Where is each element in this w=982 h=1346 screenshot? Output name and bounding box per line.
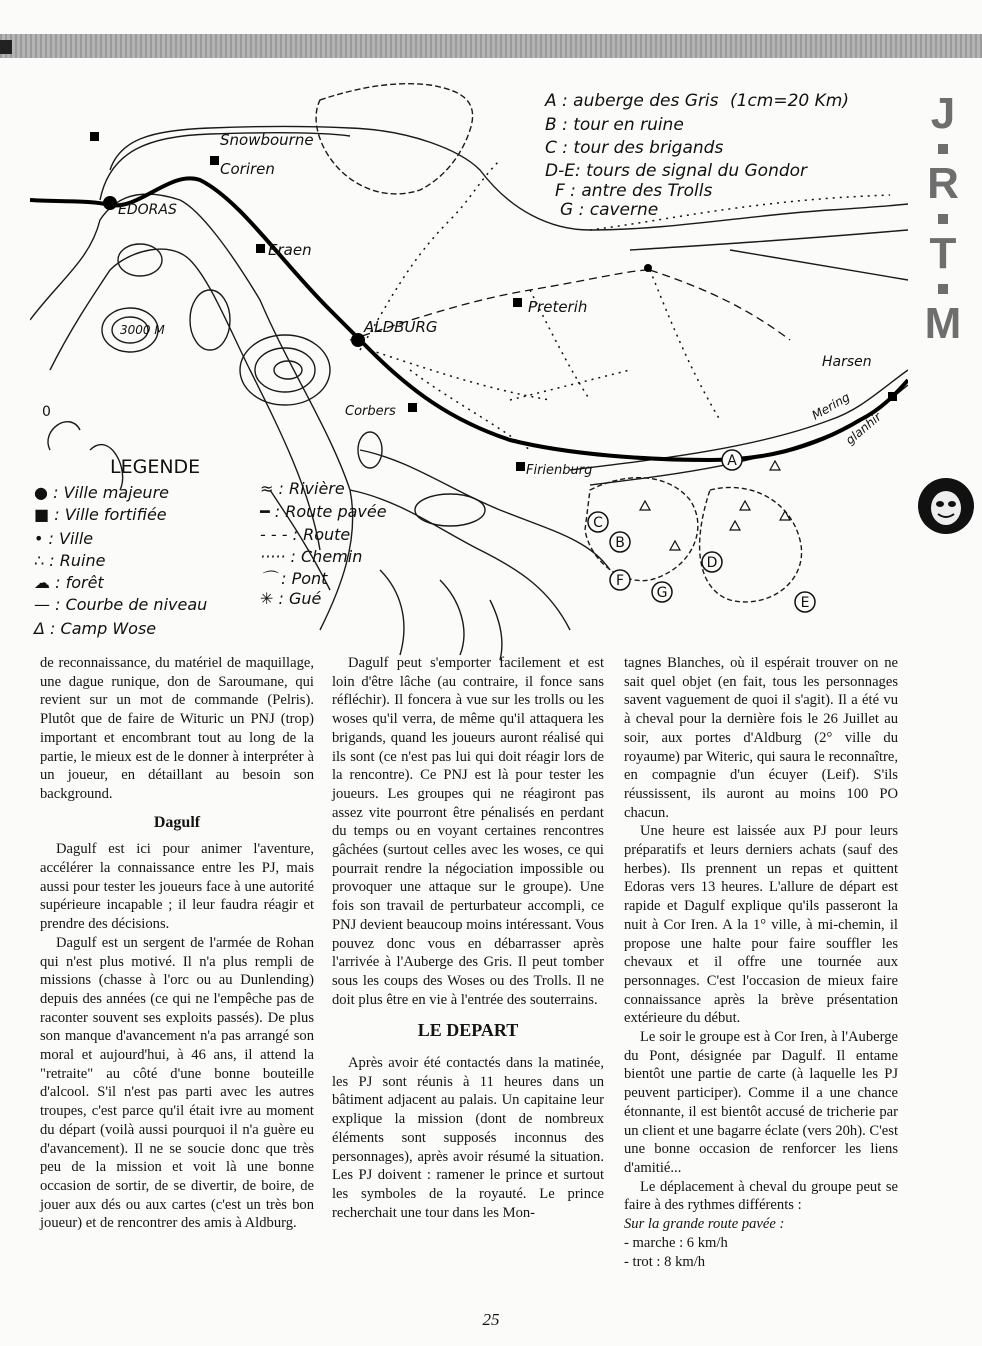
column-2 — [332, 654, 604, 1222]
svg-text:● : Ville majeure — [34, 483, 169, 502]
leg-r3-sym: ····· — [260, 547, 286, 566]
leg-r1-sym: ━ — [260, 502, 270, 521]
svg-text:∴ : Ruine — [34, 551, 106, 570]
leg-l1: : Ville fortifiée — [54, 505, 167, 524]
leg-l6-sym: Δ — [34, 619, 45, 638]
svg-text:■ : Ville fortifiée — [34, 505, 167, 524]
label-edoras: EDORAS — [118, 202, 177, 218]
theatre-mask-icon — [918, 478, 974, 534]
svg-text:Δ : Camp Wose — [32, 619, 156, 638]
section-heading-dagulf: Dagulf — [153, 813, 201, 831]
leg-l6: : Camp Wose — [50, 619, 157, 638]
leg-l3-sym: ∴ — [34, 551, 45, 570]
leg-l2: : Ville — [48, 529, 94, 548]
key-c: tour des brigands — [573, 138, 724, 158]
paragraph: Après avoir été contactés dans la matinée, les PJ sont réunis à 11 heures dans un bâtiment adjacent au palais. Un capitaine leur explique la mission (dont de nombreux éléments sont supposés inconnus des personnages), après avoir résumé la situation. Les PJ doivent : ramener le prince et surtout les symboles de la royauté. Le prince recherchait une tour dans les Mon- — [332, 1055, 604, 1221]
map-scale: (1cm=20 Km) — [730, 91, 849, 111]
banner-dot — [938, 214, 948, 224]
paragraph: Sur la grande route pavée : — [624, 1216, 785, 1233]
leg-r1: : Route pavée — [274, 502, 387, 521]
paragraph: de reconnaissance, du matériel de maquillage, une dague runique, don de Saroumane, qui revient sur un mot de commande (Pelris). Plutôt que de faire de Wituric un PNJ (trop) important et encombrant tout au long de la partie, le mieux est de le donner à interpréter à un joueur, en détaillant au besoin son background. — [40, 655, 314, 802]
marker-g: G — [656, 585, 668, 601]
svg-text:- - - : Route — [260, 525, 350, 544]
marker-d: D — [706, 555, 718, 571]
leg-r4-sym: ⌒ — [260, 569, 277, 588]
label-zero: 0 — [42, 404, 51, 420]
key-b-sym: B : — [545, 115, 568, 135]
key-f: antre des Trolls — [581, 181, 713, 201]
label-3000m: 3000 M — [120, 323, 165, 337]
svg-text:D-E: tours de signal du Gondor — [545, 161, 808, 181]
paragraph: Le déplacement à cheval du groupe peut se faire à des rythmes différents : — [624, 1178, 898, 1214]
svg-text:━ : Route pavée — [259, 502, 387, 521]
svg-text:B : tour en ruine — [545, 115, 684, 135]
key-c-sym: C : — [545, 138, 569, 158]
svg-text:• : Ville — [34, 529, 93, 548]
svg-text:····· : Chemin — [260, 547, 362, 566]
svg-text:F : antre des Trolls — [555, 181, 712, 201]
label-corbers: Corbers — [345, 404, 396, 419]
key-de-sym: D-E: — [545, 161, 581, 181]
leg-l4: : forêt — [55, 573, 104, 592]
svg-text:☁ : forêt — [34, 573, 104, 592]
leg-l0: : Ville majeure — [53, 483, 169, 502]
page-number: 25 — [482, 1310, 500, 1329]
paragraph: tagnes Blanches, où il espérait trouver on ne sait quel objet (en fait, tous les personnages savent vaguement de quoi il s'agit). Il a été vu à cheval pour la dernière fois le 26 Juillet au soir, aux portes d'Aldburg (2° ville du royaume) par Witeric, qui saura le reconnaître, en compagnie d'un écuyer (Leif). S'ils réussissent, ils auront au moins 100 PO chacun. — [624, 655, 898, 821]
top-rule — [0, 34, 982, 58]
svg-text:G : caverne — [560, 200, 658, 220]
key-b: tour en ruine — [573, 115, 684, 135]
section-heading-depart: LE DEPART — [417, 1020, 519, 1041]
key-f-sym: F : — [555, 181, 576, 201]
paragraph: Une heure est laissée aux PJ pour leurs préparatifs et leurs derniers achats (sauf des herbes). Ils prennent un repas et quittent Edoras vers 13 heures. L'allure de départ est rapide et Dagulf explique qu'ils passeront la nuit à Cor Iren. A la 1° ville, à mi-chemin, il propose une halte pour faire souffler les chevaux et il offre une tournée aux personnages. C'est l'occasion de mieux faire connaissance après la brève présentation extérieure du début. — [624, 823, 898, 1027]
leg-r4: : Pont — [281, 569, 328, 588]
key-de: tours de signal du Gondor — [586, 161, 808, 181]
column-3 — [624, 654, 898, 1271]
legende-title: LEGENDE — [110, 456, 201, 478]
banner-dot — [938, 144, 948, 154]
column-1 — [40, 654, 314, 1233]
banner-letter-r: R — [927, 159, 959, 208]
banner-dot — [938, 284, 948, 294]
label-mering: Mering — [809, 389, 853, 423]
paragraph: Le soir le groupe est à Cor Iren, à l'Auberge du Pont, désignée par Dagulf. Il entame bientôt une partie de carte (à laquelle les PJ peuvent participer). Comme il a une chance étonnante, il est bientôt accusé de tricherie par un client et une bagarre éclate (vers 20h). C'est une bonne occasion de renforcer les liens d'amitié... — [624, 1029, 898, 1176]
leg-l0-sym: ● — [34, 483, 48, 502]
svg-text:⌒ : Pont — [260, 569, 328, 588]
leg-l4-sym: ☁ — [34, 573, 50, 592]
svg-text:A : auberge des Gris — [544, 91, 719, 111]
key-g: caverne — [589, 200, 659, 220]
label-coriren: Coriren — [220, 160, 275, 178]
paragraph: Dagulf peut s'emporter facilement et est loin d'être lâche (au contraire, il fonce sans réfléchir). Il foncera à vue sur les trolls ou les woses qu'il verra, de même qu'il attaquera les brigands, quand les joueurs auront réalisé qui ils sont (ce n'est pas lui qui doit réagir lors de la rencontre). Ce PNJ est là pour tester les joueurs. Les groupes qui ne réagiront pas assez vite pourront être pénalisés en perdant du temps ou en voyant certaines rencontres gâchées (surtout celles avec les woses, ce qui pourrait rendre la négociation impossible ou provoquer une attaque sur le groupe). Une fois son travail de perturbateur accompli, ce PNJ devient beaucoup moins intéressant. Vous pouvez donc vous en débarrasser après l'arrivée à l'Auberge des Gris. Il peut tomber sous les coups des Woses ou des Trolls. Il ne doit plus être en vie à l'entrée des souterrains. — [332, 655, 604, 1008]
leg-r0-sym: ≈ — [260, 479, 274, 498]
label-snowbourne: Snowbourne — [220, 131, 314, 149]
top-rule-mark — [0, 40, 12, 54]
banner-letter-j: J — [930, 89, 956, 138]
list-item: - trot : 8 km/h — [624, 1253, 706, 1270]
key-g-sym: G : — [560, 200, 585, 220]
leg-r3: : Chemin — [290, 547, 363, 566]
svg-text:C : tour des brigands — [545, 138, 723, 158]
marker-c: C — [593, 515, 603, 531]
svg-text:— : Courbe de niveau — [34, 595, 207, 614]
side-banner — [915, 89, 971, 348]
banner-letter-m: M — [924, 299, 962, 348]
key-a: auberge des Gris — [573, 91, 719, 111]
label-firienburg: Firienburg — [526, 463, 593, 478]
svg-text:≈ : Rivière — [260, 479, 345, 498]
region-map — [30, 70, 908, 660]
marker-a: A — [727, 453, 737, 469]
label-preterih: Preterih — [528, 298, 588, 316]
leg-l3: : Ruine — [49, 551, 106, 570]
leg-r5: : Gué — [278, 589, 322, 608]
svg-text:✳ : Gué — [260, 589, 322, 608]
marker-e: E — [800, 595, 810, 611]
leg-l1-sym: ■ — [34, 505, 50, 524]
label-harsen: Harsen — [822, 354, 872, 370]
leg-r2: : Route — [292, 525, 351, 544]
banner-letter-t: T — [929, 229, 957, 278]
marker-b: B — [615, 535, 625, 551]
leg-l5: : Courbe de niveau — [55, 595, 208, 614]
label-eraen: Eraen — [268, 241, 312, 259]
label-aldburg: ALDBURG — [364, 318, 438, 336]
leg-l2-sym: • — [34, 529, 44, 548]
label-glanhir: glanhir — [842, 409, 884, 448]
leg-l5-sym: — — [34, 595, 50, 614]
key-a-sym: A : — [545, 91, 568, 111]
leg-r2-sym: - - - — [260, 525, 288, 544]
leg-r5-sym: ✳ — [260, 589, 274, 608]
marker-f: F — [615, 573, 625, 589]
list-item: - marche : 6 km/h — [624, 1234, 728, 1251]
leg-r0: : Rivière — [278, 479, 345, 498]
paragraph: Dagulf est ici pour animer l'aventure, accélérer la connaissance entre les PJ, mais aussi pour tester les joueurs face à une autorité supérieure incapable ; il leur faudra réagir et prendre des décisions. — [40, 841, 314, 933]
paragraph: Dagulf est un sergent de l'armée de Rohan qui n'est plus motivé. Il n'a plus rempli de missions (chasse à l'orc ou au Dunlending) depuis des années (ce qui ne l'empêche pas de raconter souvent ses exploits passés). De plus son manque d'avancement n'a pas arrangé son moral et aujourd'hui, à 46 ans, il attend la "retraite" au côté d'une bonne bouteille d'alcool. S'il n'est pas parti avec les autres troupes, c'est parce qu'il était ivre au moment du départ (voilà aussi pourquoi il n'a guère eu d'avancement). Il ne se soucie donc que très peu de la mission et voit là une bonne occasion de sortir, de se divertir, de boire, de jouer aux dés ou aux cartes (c'est un très bon joueur) et de rencontrer des amis à Aldburg. — [40, 934, 314, 1232]
